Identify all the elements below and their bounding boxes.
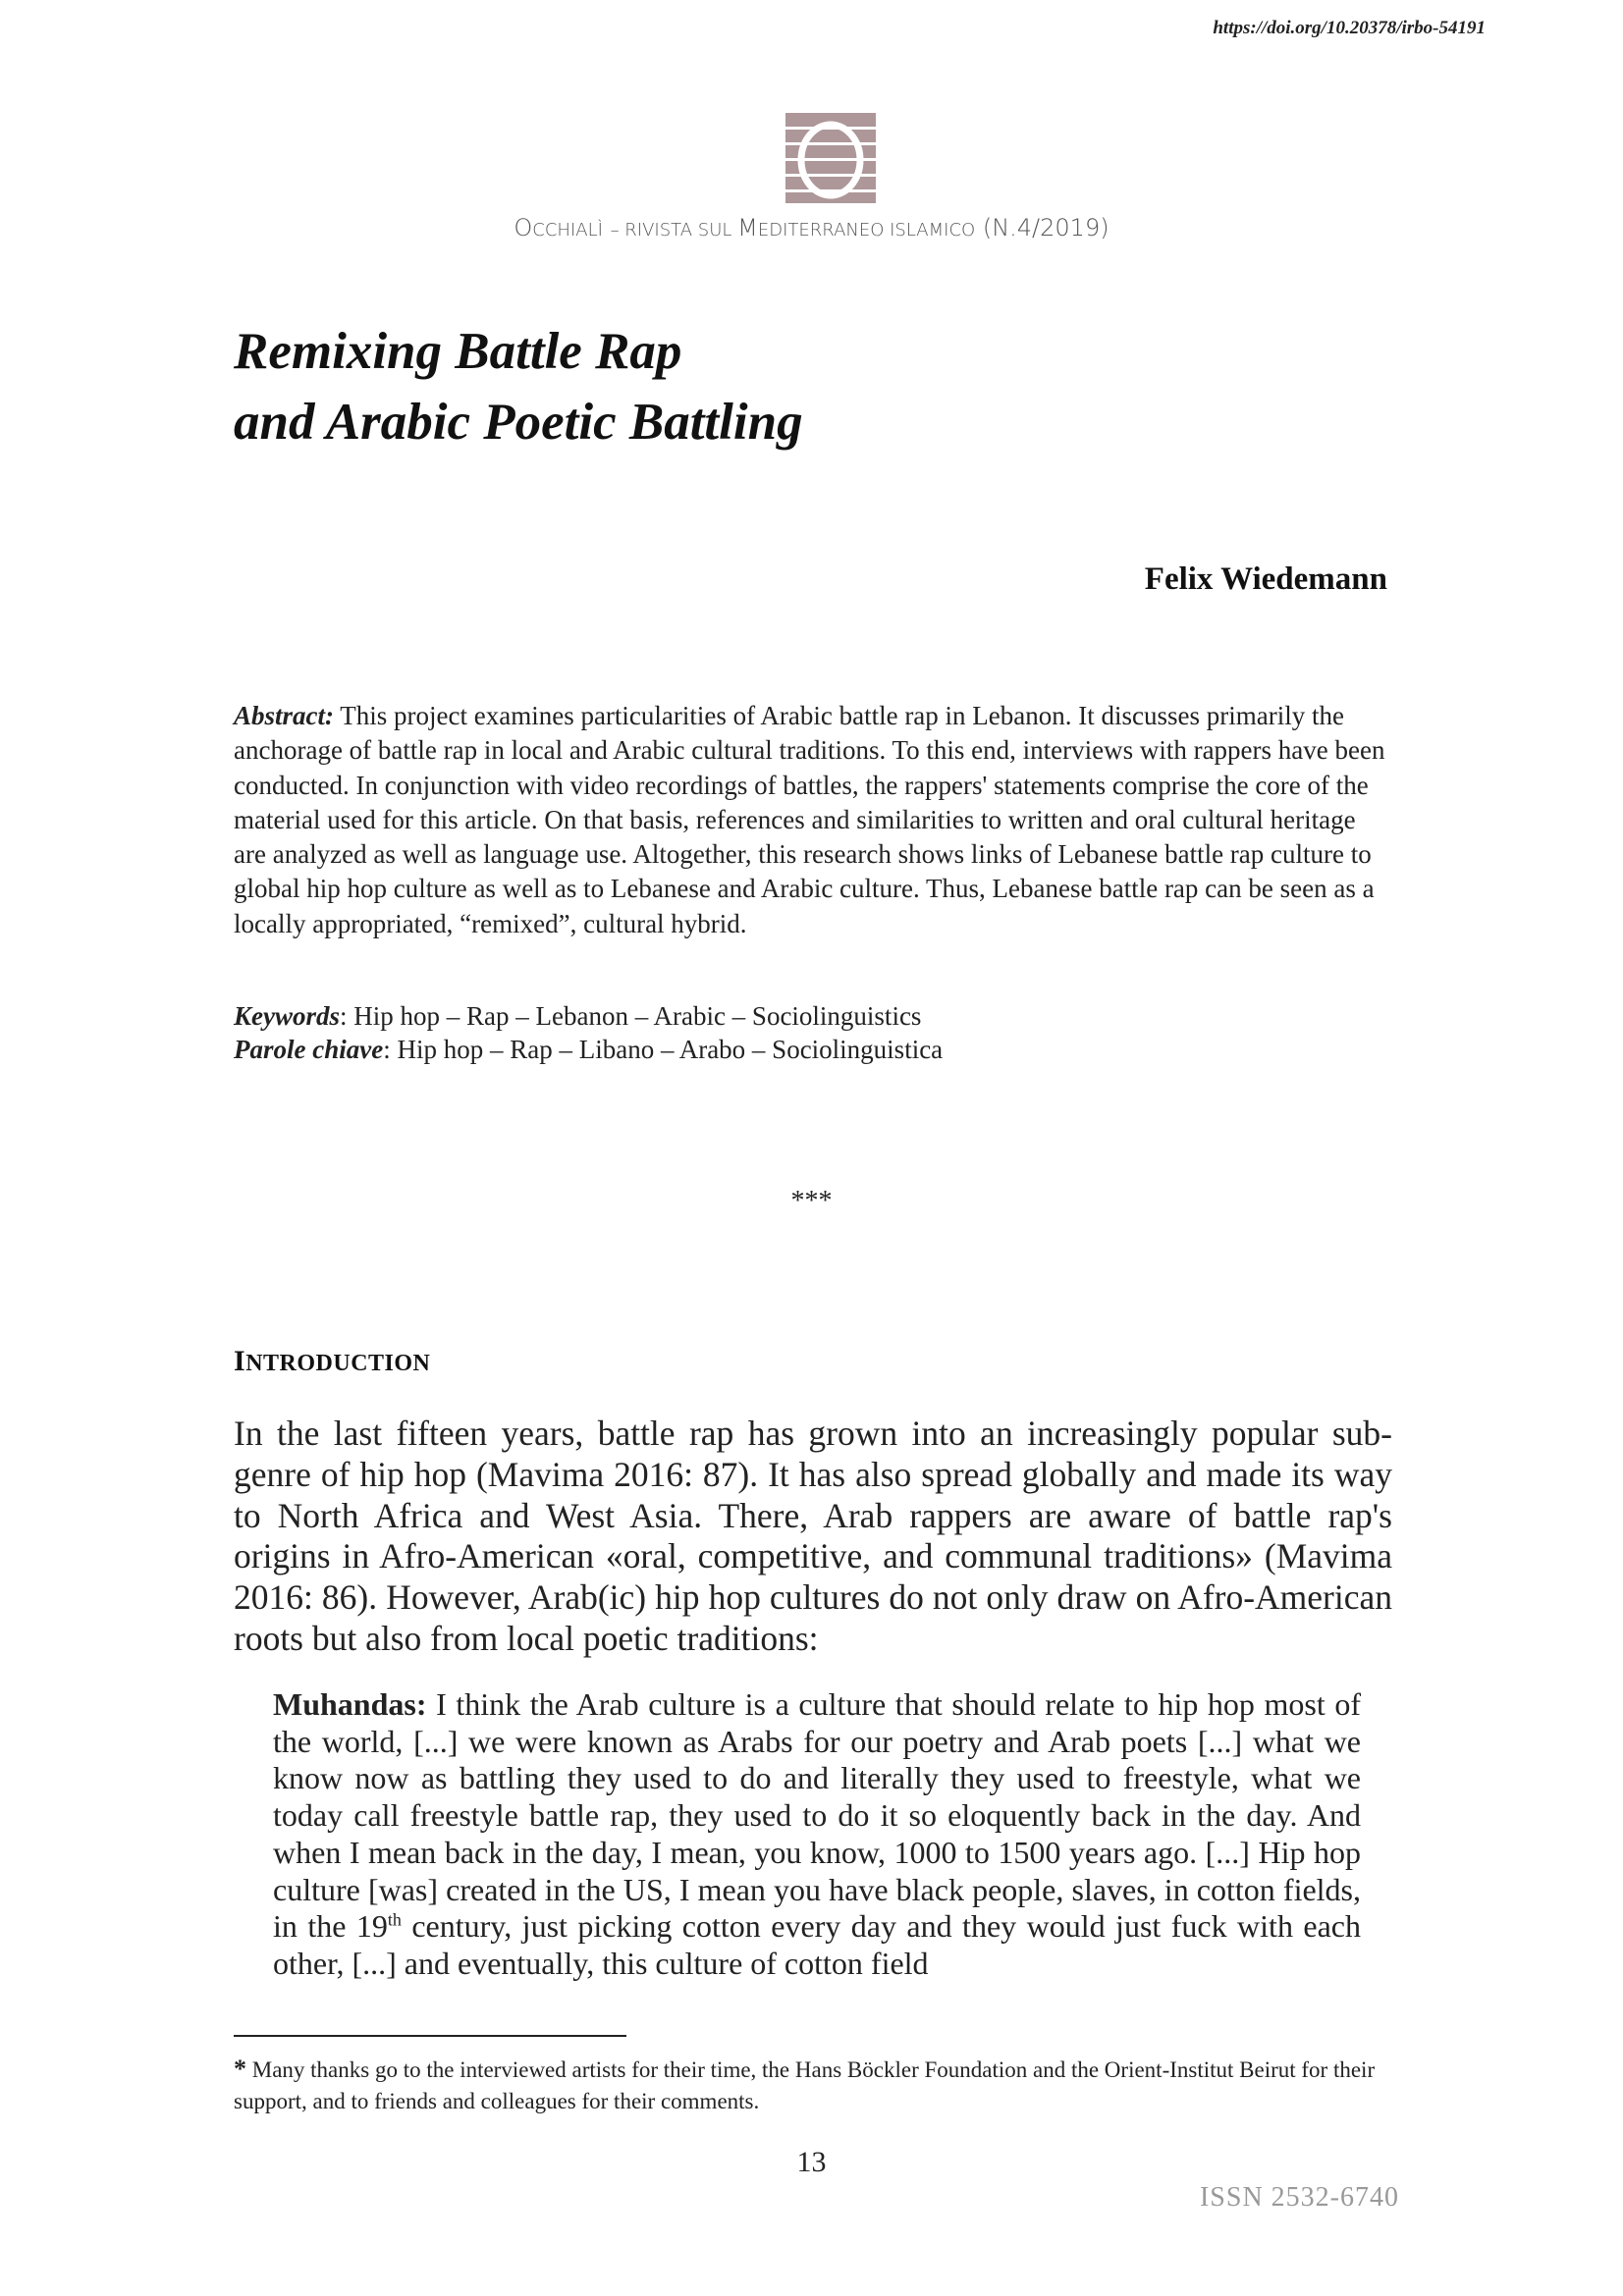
- parole-chiave: Parole chiave: Hip hop – Rap – Libano – Arabo – Sociolinguistica: [234, 1035, 944, 1064]
- journal-logo: [785, 113, 876, 203]
- quote-speaker: Muhandas:: [273, 1686, 427, 1722]
- abstract-label: Abstract:: [234, 701, 335, 730]
- section-separator: ***: [790, 1186, 833, 1216]
- abstract-text: This project examines particularities of Arabic battle rap in Lebanon. It discusses primarily the anchorage of battle rap in local and Arabic cultural traditions. To this end, interviews with rappers have been conducted. In conjunction with video recordings of battles, the rappers' statements comprise the core of the material used for this article. On that basis, references and similarities to written and oral cultural heritage are analyzed as well as language use. Altogether, this research shows links of Lebanese battle rap culture to global hip hop culture as well as to Lebanese and Arabic culture. Thus, Lebanese battle rap can be seen as a locally appropriated, “remixed”, cultural hybrid.: [234, 701, 1385, 938]
- block-quote: Muhandas: I think the Arab culture is a culture that should relate to hip hop most of the world, [...] we were known as Arabs for our poetry and Arab poets [...] what we know now as battling they used to do and literally they used to freestyle, what we today call freestyle battle rap, they used to do it so eloquently back in the day. And when I mean back in the day, I mean, you know, 1000 to 1500 years ago. [...] Hip hop culture [was] created in the US, I mean you have black people, slaves, in cotton fields, in the 19th century, just picking cotton every day and they would just fuck with each other, [...] and eventually, this culture of cotton field: [273, 1686, 1362, 1981]
- abstract: [234, 699, 1392, 941]
- footnote-marker: *: [234, 2055, 246, 2083]
- journal-name: OCCHIALÌ – RIVISTA SUL MEDITERRANEO ISLAMICO (N.4/2019): [514, 214, 1109, 241]
- doi-link[interactable]: https://doi.org/10.20378/irbo-54191: [1213, 18, 1486, 38]
- intro-paragraph: In the last fifteen years, battle rap has grown into an increasingly popular sub-genre of hip hop (Mavima 2016: 87). It has also spread globally and made its way to North Africa and West Asia. There, Arab rappers are aware of battle rap's origins in Afro-American «oral, competitive, and communal traditions» (Mavima 2016: 86). However, Arab(ic) hip hop cultures do not only draw on Afro-American roots but also from local poetic traditions:: [234, 1414, 1392, 1658]
- footnote-divider: [234, 2035, 626, 2037]
- section-heading-introduction: INTRODUCTION: [234, 1345, 431, 1377]
- issn: ISSN 2532-6740: [1199, 2182, 1399, 2213]
- title-line-1: Remixing Battle Rap: [234, 323, 682, 380]
- page-number: 13: [796, 2146, 827, 2178]
- keywords: Keywords: Hip hop – Rap – Lebanon – Arabic – Sociolinguistics: [234, 1001, 922, 1031]
- title-line-2: and Arabic Poetic Battling: [234, 394, 803, 451]
- author-name: Felix Wiedemann: [1144, 561, 1387, 597]
- article-title: [234, 316, 803, 457]
- footnote: * Many thanks go to the interviewed artists for their time, the Hans Böckler Foundation and the Orient-Institut Beirut for their support, and to friends and colleagues for their comments.: [234, 2055, 1376, 2113]
